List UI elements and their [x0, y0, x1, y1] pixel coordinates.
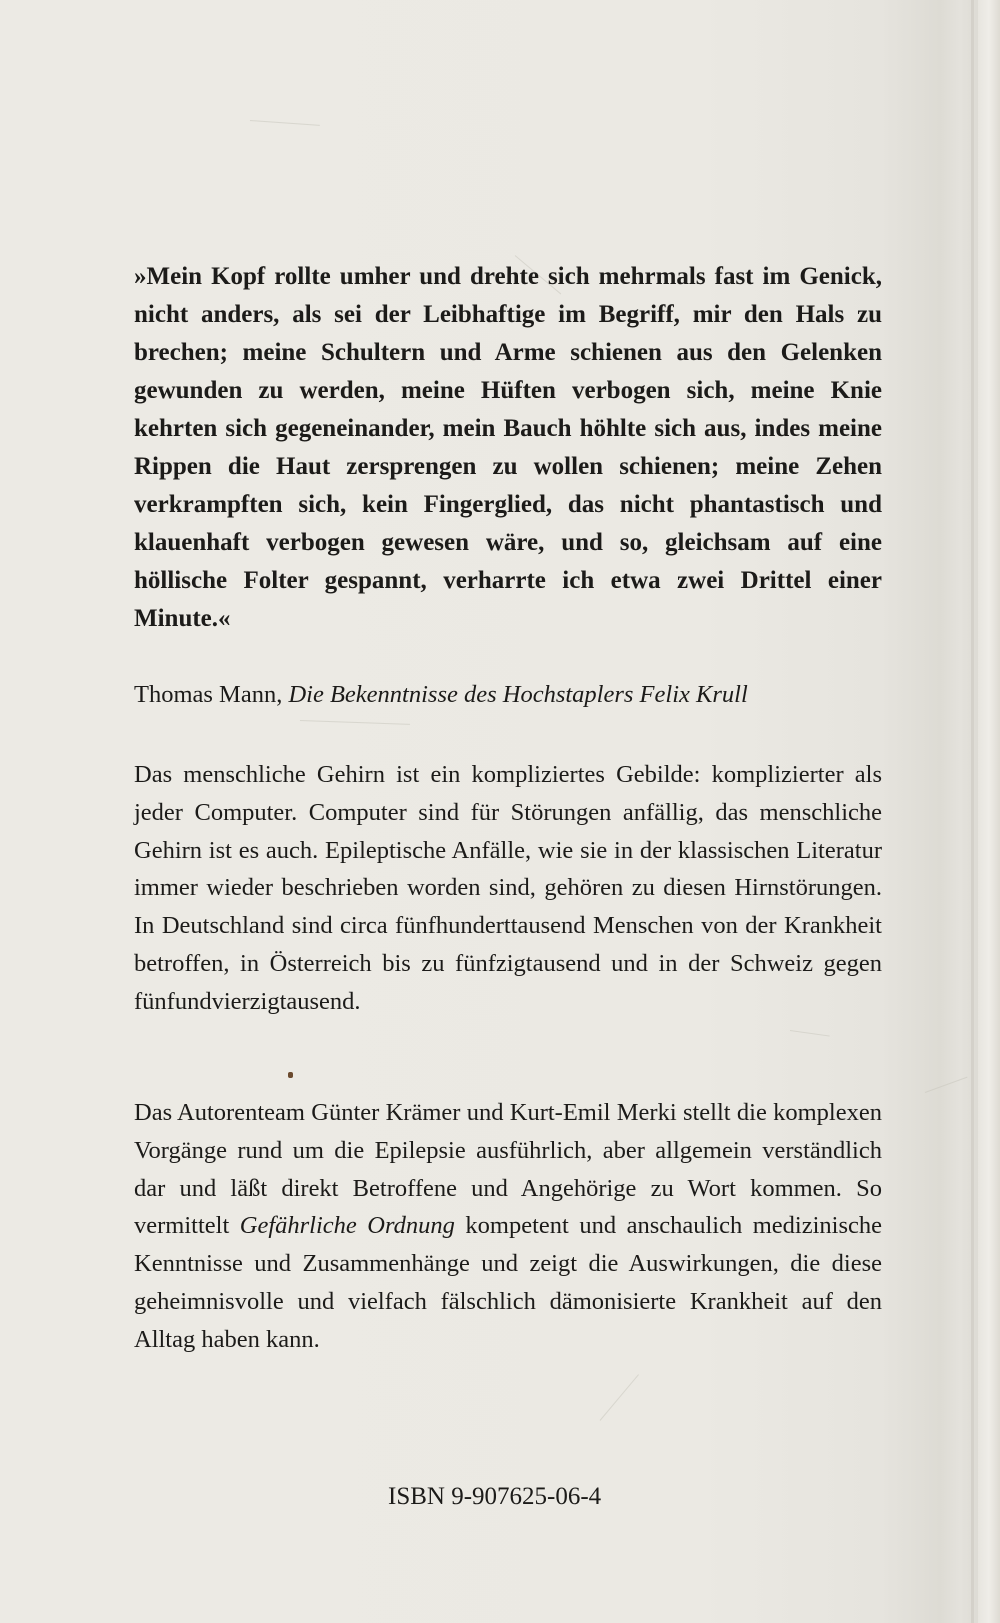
- attribution-work-title: Die Bekenntnisse des Hochstaplers Felix Krull: [288, 681, 748, 708]
- paragraph-2-outro: kompetent und anschaulich medizinische Kenntnisse und Zusammenhänge und zeigt die Auswirkungen, die diese geheimnisvolle und vielfach fälschlich dämonisierte Krankheit auf den Alltag haben kann.: [134, 1212, 883, 1353]
- blurb-quote: »Mein Kopf rollte umher und drehte sich mehrmals fast im Genick, nicht anders, als sei der Leibhaftige im Begriff, mir den Hals zu brechen; meine Schultern und Arme schienen aus den Gelenken gewunden zu werden, meine Hüften verbogen sich, meine Knie kehrten sich gegeneinander, mein Bauch höhlte sich aus, indes meine Rippen die Haut zersprengen zu wollen schienen; meine Zehen verkrampften sich, kein Fingerglied, das nicht phantastisch und klauenhaft verbogen gewesen wäre, und so, gleichsam auf eine höllische Folter gespannt, verharrte ich etwa zwei Drittel einer Minute.«: [134, 263, 882, 632]
- spine-shadow: [971, 0, 974, 1623]
- quote-attribution: [134, 676, 882, 713]
- description-paragraph-1: Das menschliche Gehirn ist ein kompliziertes Gebilde: komplizierter als jeder Computer. Computer sind für Störungen anfällig, das menschliche Gehirn ist es auch. Epileptische Anfälle, wie sie in der klassischen Literatur immer wieder beschrieben worden sind, gehören zu diesen Hirnstörungen. In Deutschland sind circa fünfhunderttausend Menschen von der Krankheit betroffen, in Österreich bis zu fünfzigtausend und in der Schweiz gegen fünfundvierzigtausend.: [134, 761, 882, 1015]
- book-title-mention: Gefährliche Ordnung: [239, 1212, 455, 1240]
- description-paragraph-2: [134, 1094, 882, 1359]
- paragraph-2-intro: Das Autorenteam Günter Krämer und Kurt-Emil Merki stellt die komplexen Vorgänge rund um die Epilepsie ausführlich, aber allgemein verständlich dar und läßt direkt Betroffene und Angehörige zu Wort kommen. So vermittelt: [134, 1099, 882, 1240]
- isbn-number: ISBN 9-907625-06-4: [388, 1483, 602, 1510]
- attribution-author: Thomas Mann,: [134, 681, 289, 708]
- ink-speck: [288, 1072, 293, 1078]
- spine-edge: [978, 0, 1000, 1623]
